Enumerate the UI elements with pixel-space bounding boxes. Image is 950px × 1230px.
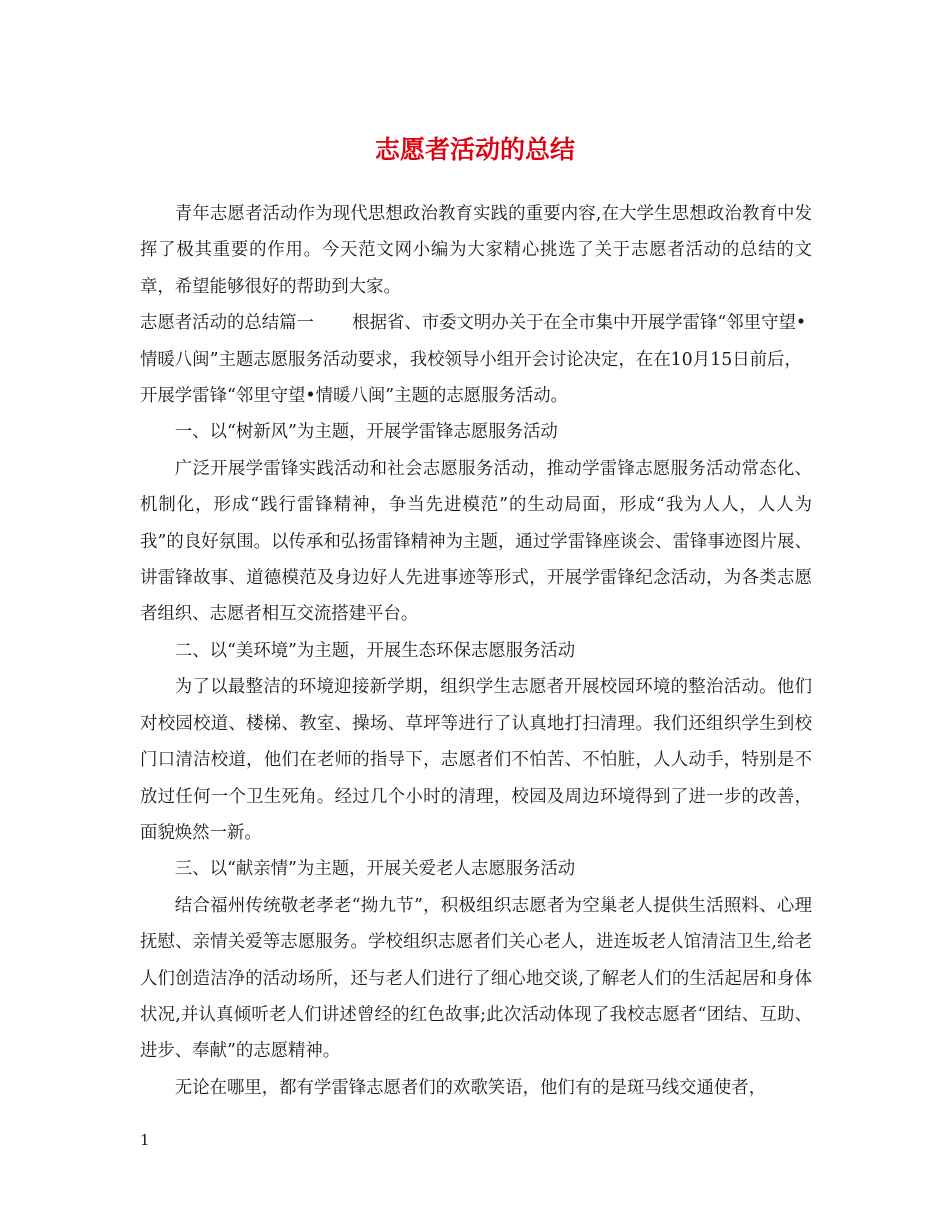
document-title: 志愿者活动的总结 <box>374 135 575 164</box>
paragraph-3: 结合福州传统敬老孝老“拗九节”，积极组织志愿者为空巢老人提供生活照料、心理抚慰、亲情关爱等志愿服务。学校组织志愿者们关心老人，进连坂老人馆清洁卫生,给老人们创造洁净的活动场所，还与老人们进行了细心地交谈,了解老人们的生活起居和身体状况,并认真倾听老人们讲述曾经的红色故事;此次活动体现了我校志愿者“团结、互助、进步、奉献”的志愿精神。 <box>140 895 812 1062</box>
heading-1: 一、以“树新风”为主题，开展学雷锋志愿服务活动 <box>174 422 558 443</box>
section-first-paragraph: 根据省、市委文明办关于在全市集中开展学雷锋“邻里守望•情暖八闽”主题志愿服务活动要求，我校领导小组开会讨论决定，在在10月15日前后，开展学雷锋“邻里守望•情暖八闽”主题的志愿服务活动。 <box>140 313 807 407</box>
document-body <box>140 196 812 1106</box>
page-number: 1 <box>140 1131 150 1149</box>
heading-2: 二、以“美环境”为主题，开展生态环保志愿服务活动 <box>174 640 576 661</box>
section-label: 志愿者活动的总结篇一 <box>140 313 314 334</box>
paragraph-2: 为了以最整洁的环境迎接新学期，组织学生志愿者开展校园环境的整治活动。他们对校园校道、楼梯、教室、操场、草坪等进行了认真地打扫清理。我们还组织学生到校门口清洁校道，他们在老师的指导下，志愿者们不怕苦、不怕脏，人人动手，特别是不放过任何一个卫生死角。经过几个小时的清理，校园及周边环境得到了进一步的改善，面貌焕然一新。 <box>140 677 812 843</box>
heading-3: 三、以“献亲情”为主题，开展关爱老人志愿服务活动 <box>174 859 576 880</box>
intro-paragraph: 青年志愿者活动作为现代思想政治教育实践的重要内容,在大学生思想政治教育中发挥了极其重要的作用。今天范文网小编为大家精心挑选了关于志愿者活动的总结的文章，希望能够很好的帮助到大家。 <box>140 204 812 297</box>
section-one-paragraph <box>140 305 812 414</box>
paragraph-4: 无论在哪里，都有学雷锋志愿者们的欢歌笑语，他们有的是斑马线交通使者， <box>174 1077 767 1098</box>
paragraph-1: 广泛开展学雷锋实践活动和社会志愿服务活动，推动学雷锋志愿服务活动常态化、机制化，形成“践行雷锋精神，争当先进模范”的生动局面，形成“我为人人，人人为我”的良好氛围。以传承和弘扬雷锋精神为主题，通过学雷锋座谈会、雷锋事迹图片展、讲雷锋故事、道德模范及身边好人先进事迹等形式，开展学雷锋纪念活动，为各类志愿者组织、志愿者相互交流搭建平台。 <box>140 458 812 625</box>
